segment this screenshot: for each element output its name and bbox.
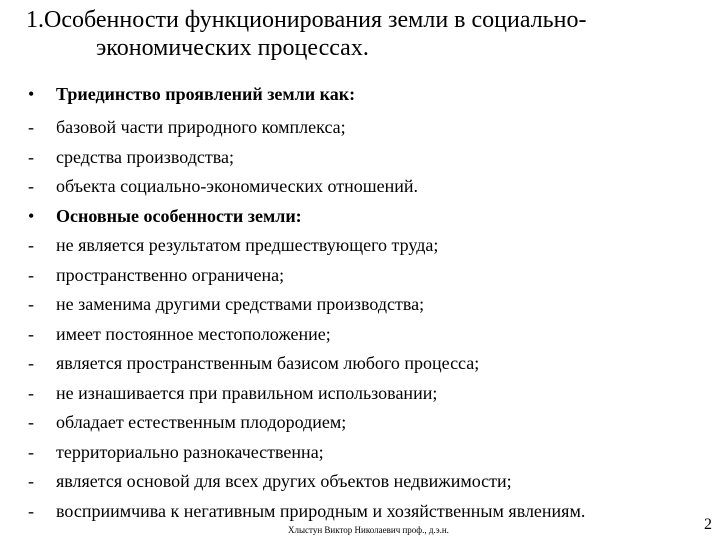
content-list	[0, 80, 720, 526]
dash-marker: -	[28, 382, 34, 403]
list-item-text: является пространственным базисом любого процесса;	[56, 353, 480, 373]
title-line-2: экономических процессах.	[96, 35, 369, 61]
list-item-text: не заменима другими средствами производства;	[56, 294, 425, 314]
list-item-text: пространственно ограничена;	[56, 264, 285, 285]
bullet-icon: •	[28, 205, 35, 226]
dash-marker: -	[28, 353, 34, 373]
list-item	[0, 408, 720, 438]
list-item-text: имеет постоянное местоположение;	[56, 323, 331, 344]
list-item	[0, 172, 720, 202]
dash-marker: -	[28, 500, 34, 521]
list-item	[0, 290, 720, 320]
dash-marker: -	[28, 235, 34, 255]
section-heading	[0, 202, 720, 232]
list-item	[0, 467, 720, 497]
list-item	[0, 113, 720, 143]
list-item	[0, 497, 720, 527]
slide-title	[26, 6, 706, 62]
list-item-text: Основные особенности земли:	[56, 205, 302, 226]
list-item	[0, 261, 720, 291]
dash-marker: -	[28, 412, 34, 432]
list-item-text: базовой части природного комплекса;	[56, 117, 346, 137]
list-item-text: территориально разнокачественна;	[56, 441, 324, 462]
list-item	[0, 320, 720, 350]
list-item	[0, 438, 720, 468]
dash-marker: -	[28, 117, 34, 137]
list-item	[0, 349, 720, 379]
list-item	[0, 143, 720, 173]
list-item	[0, 379, 720, 409]
dash-marker: -	[28, 176, 34, 196]
title-line-1: 1.Особенности функционирования земли в социально-	[26, 7, 587, 33]
dash-marker: -	[28, 471, 34, 491]
list-item	[0, 231, 720, 261]
dash-marker: -	[28, 146, 34, 167]
list-item-text: является основой для всех других объектов недвижимости;	[56, 471, 512, 491]
list-item-text: Триединство проявлений земли как:	[56, 84, 356, 104]
section-heading	[0, 80, 720, 113]
list-item-text: не изнашивается при правильном использовании;	[56, 382, 438, 403]
dash-marker: -	[28, 323, 34, 344]
list-item-text: объекта социально-экономических отношений.	[56, 176, 419, 196]
list-item-text: не является результатом предшествующего труда;	[56, 235, 439, 255]
page-number: 2	[704, 516, 712, 533]
list-item-text: обладает естественным плодородием;	[56, 412, 347, 432]
list-item-text: средства производства;	[56, 146, 235, 167]
dash-marker: -	[28, 294, 34, 314]
dash-marker: -	[28, 441, 34, 462]
dash-marker: -	[28, 264, 34, 285]
bullet-icon: •	[28, 84, 35, 104]
list-item-text: восприимчива к негативным природным и хозяйственным явлениям.	[56, 500, 586, 521]
footer-author: Хлыстун Виктор Николаевич проф., д.э.н.	[288, 525, 449, 535]
